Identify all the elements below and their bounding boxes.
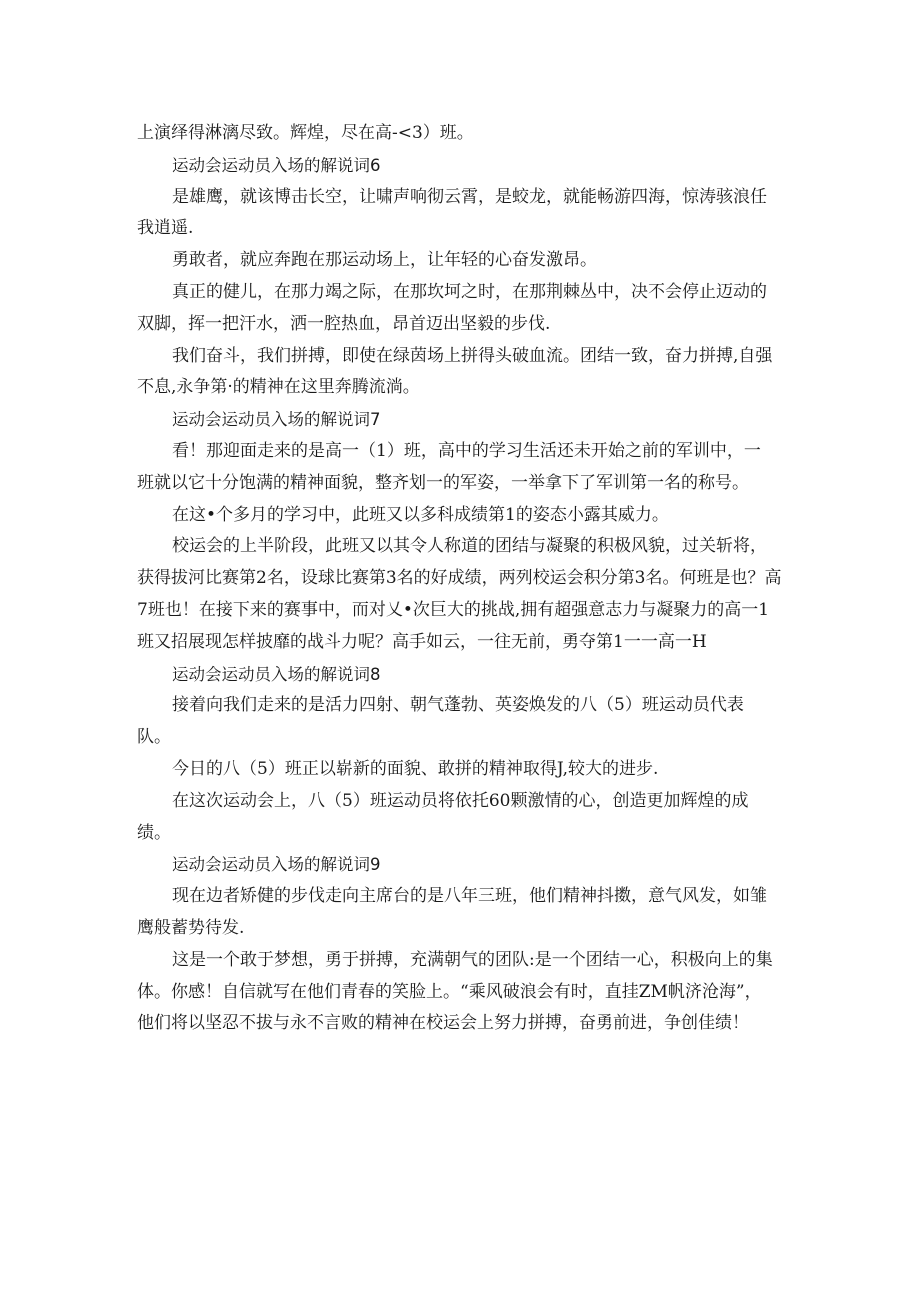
text-line: 绩。 <box>137 822 171 843</box>
text-line: 获得拔河比赛第2名，设球比赛第3名的好成绩，两列校运会积分第3名。何班是也？高 <box>137 568 782 589</box>
text-line: 班就以它十分饱满的精神面貌，整齐划一的军姿，一举拿下了军训第一名的称号。 <box>137 472 749 493</box>
text-line: 鹰般蓄势待发. <box>137 917 245 938</box>
section-heading-6: 运动会运动员入场的解说词6 <box>172 155 381 175</box>
text-line: 队。 <box>137 727 171 748</box>
text-line: 他们将以坚忍不拔与永不言败的精神在校运会上努力拼搏，奋勇前进，争创佳绩！ <box>137 1013 749 1034</box>
text-line: 勇敢者，就应奔跑在那运动场上，让年轻的心奋发激昂。 <box>172 250 597 271</box>
text-line: 班又招展现怎样披靡的战斗力呢？高手如云，一往无前，勇夺第1一一高一H <box>137 631 707 652</box>
text-line: 我们奋斗，我们拼搏，即使在绿茵场上拼得头破血流。团结一致，奋力拼搏,自强 <box>172 345 773 366</box>
section-heading-9: 运动会运动员入场的解说词9 <box>172 855 381 875</box>
text-line: 接着向我们走来的是活力四射、朝气蓬勃、英姿焕发的八（5）班运动员代表 <box>172 695 744 716</box>
text-line: 体。你感！自信就写在他们青春的笑脸上。“乘风破浪会有时，直挂ZM帆济沧海”， <box>137 981 762 1002</box>
text-line: 真正的健儿，在那力竭之际，在那坎坷之时，在那荆棘丛中，决不会停止迈动的 <box>172 281 767 302</box>
section-heading-8: 运动会运动员入场的解说词8 <box>172 664 381 684</box>
text-line: 校运会的上半阶段，此班又以其令人称道的团结与凝聚的积极风貌，过关斩将， <box>172 536 767 557</box>
text-line: 是雄鹰，就该博击长空，让啸声响彻云霄，是蛟龙，就能畅游四海，惊涛骇浪任 <box>172 186 767 207</box>
text-line: 这是一个敢于梦想，勇于拼搏，充满朝气的团队:是一个团结一心，积极向上的集 <box>172 949 773 970</box>
text-line: 我逍遥. <box>137 218 194 239</box>
text-line: 在这次运动会上，八（5）班运动员将依托60颗激情的心，创造更加辉煌的成 <box>172 790 749 811</box>
text-line: 看！那迎面走来的是高一（1）班，高中的学习生活还未开始之前的军训中，一 <box>172 440 761 461</box>
text-line: 不息,永争第·的精神在这里奔腾流淌。 <box>137 377 420 398</box>
text-line: 现在边者矫健的步伐走向主席台的是八年三班，他们精神抖擞，意气风发，如雏 <box>172 886 767 907</box>
document-body <box>137 118 785 1040</box>
text-line: 7班也！在接下来的赛事中，而对乂•次巨大的挑战,拥有超强意志力与凝聚力的高一1 <box>137 599 770 620</box>
text-line: 上演绎得淋漓尽致。辉煌，尽在高-<3）班。 <box>137 123 474 143</box>
section-heading-7: 运动会运动员入场的解说词7 <box>172 410 381 430</box>
text-line: 在这•个多月的学习中，此班又以多科成绩第1的姿态小露其威力。 <box>172 504 669 525</box>
text-line: 双脚，挥一把汗水，洒一腔热血，昂首迈出坚毅的步伐. <box>137 313 551 334</box>
text-line: 今日的八（5）班正以崭新的面貌、敢拼的精神取得J,较大的进步. <box>172 758 659 779</box>
